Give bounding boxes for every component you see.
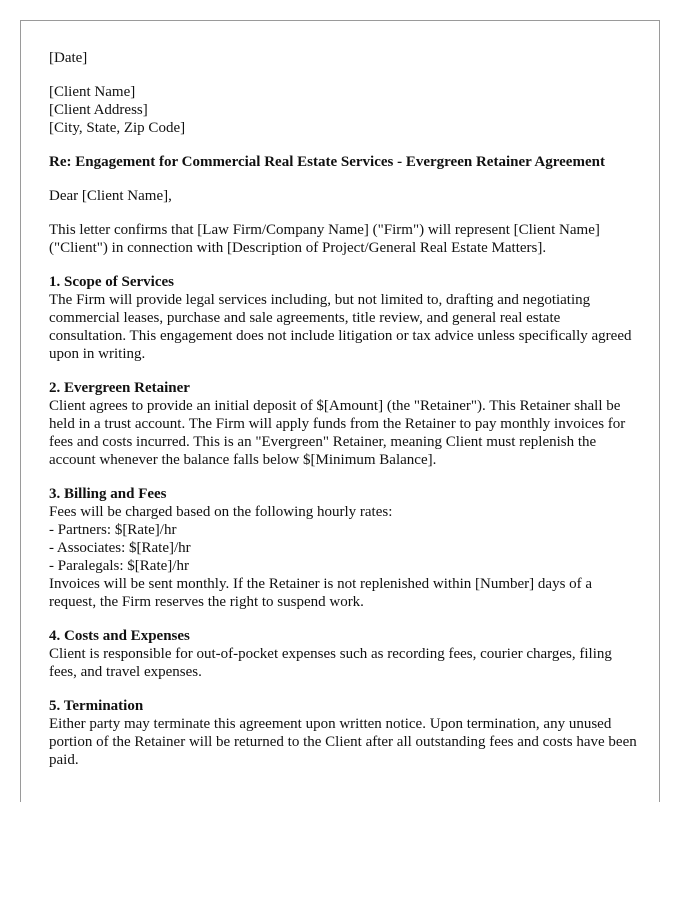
date-line: [Date]	[49, 50, 88, 66]
city-state-zip-line: [City, State, Zip Code]	[49, 120, 186, 136]
section-scope-of-services	[49, 273, 639, 363]
section-body: Invoices will be sent monthly. If the Retainer is not replenished within [Number] days of a request, the Firm reserves the right to suspend work.	[49, 576, 593, 610]
section-heading: 2. Evergreen Retainer	[49, 380, 190, 396]
fees-intro: Fees will be charged based on the following hourly rates:	[49, 504, 393, 520]
salutation: Dear [Client Name],	[49, 188, 172, 204]
section-body: Client agrees to provide an initial deposit of $[Amount] (the "Retainer"). This Retainer shall be held in a trust account. The Firm will apply funds from the Retainer to pay monthly invoices for fees and costs incurred. This is an "Evergreen" Retainer, meaning Client must replenish the account whenever the balance falls below $[Minimum Balance].	[49, 398, 626, 468]
rate-partners: - Partners: $[Rate]/hr	[49, 522, 177, 538]
rate-associates: - Associates: $[Rate]/hr	[49, 540, 191, 556]
section-termination	[49, 697, 639, 769]
client-address-line: [Client Address]	[49, 102, 148, 118]
section-body: The Firm will provide legal services including, but not limited to, drafting and negotiating commercial leases, purchase and sale agreements, title review, and general real estate consultation. This engagement does not include litigation or tax advice unless specifically agreed upon in writing.	[49, 292, 632, 362]
section-heading: 3. Billing and Fees	[49, 486, 167, 502]
subject-line: Re: Engagement for Commercial Real Estate Services - Evergreen Retainer Agreement	[49, 154, 605, 170]
section-heading: 4. Costs and Expenses	[49, 628, 190, 644]
letter-page	[20, 20, 660, 802]
client-address	[49, 83, 639, 137]
section-heading: 1. Scope of Services	[49, 274, 174, 290]
section-evergreen-retainer	[49, 379, 639, 469]
section-body: Client is responsible for out-of-pocket expenses such as recording fees, courier charges, filing fees, and travel expenses.	[49, 646, 612, 680]
section-heading: 5. Termination	[49, 698, 144, 714]
section-costs-and-expenses	[49, 627, 639, 681]
client-name-line: [Client Name]	[49, 84, 136, 100]
intro-paragraph: This letter confirms that [Law Firm/Company Name] ("Firm") will represent [Client Name] ("Client") in connection with [Description of Project/General Real Estate Matters].	[49, 222, 600, 256]
section-body: Either party may terminate this agreement upon written notice. Upon termination, any unused portion of the Retainer will be returned to the Client after all outstanding fees and costs have been paid.	[49, 716, 637, 768]
rate-paralegals: - Paralegals: $[Rate]/hr	[49, 558, 189, 574]
section-billing-and-fees	[49, 485, 639, 611]
